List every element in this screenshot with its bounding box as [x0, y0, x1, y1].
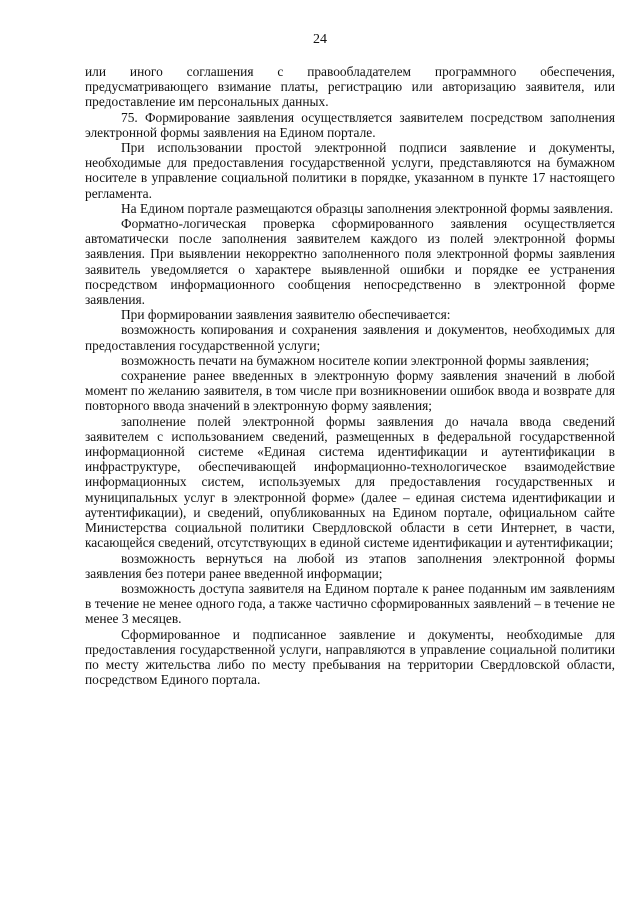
paragraph: Сформированное и подписанное заявление и документы, необходимые для предоставления государственной услуги, направляются в управление социальной политики по месту жительства либо по месту пребывания на территории Свердловской области, посредством Единого портала.: [85, 626, 615, 688]
list-item: возможность копирования и сохранения заявления и документов, необходимых для предоставления государственной услуги;: [85, 322, 615, 353]
paragraph: При использовании простой электронной подписи заявление и документы, необходимые для предоставления государственной услуги, представляются на бумажном носителе в управление социальной политики в порядке, указанном в пункте 17 настоящего регламента.: [85, 140, 615, 201]
list-item: заполнение полей электронной формы заявления до начала ввода сведений заявителем с использованием сведений, размещенных в федеральной государственной информационной системе «Единая система идентификации и аутентификации в инфраструктуре, обеспечивающей информационно-технологическое взаимодействие информационных систем, используемых для предоставления государственных и муниципальных услуг в электронной форме» (далее – единая система идентификации и аутентификации), и сведений, опубликованных на Едином портале, официальном сайте Министерства социальной политики Свердловской области в сети Интернет, в части, касающейся сведений, отсутствующих в единой системе идентификации и аутентификации;: [85, 413, 615, 551]
paragraph-item-75: 75. Формирование заявления осуществляется заявителем посредством заполнения электронной формы заявления на Едином портале.: [85, 109, 615, 140]
paragraph: На Едином портале размещаются образцы заполнения электронной формы заявления.: [121, 200, 614, 216]
paragraph-continuation: или иного соглашения с правообладателем программного обеспечения, предусматривающего взимание платы, регистрацию или авторизацию заявителя, или предоставление им персональных данных.: [85, 64, 615, 110]
paragraph: Форматно-логическая проверка сформированного заявления осуществляется автоматически после заполнения заявителем каждого из полей электронной формы заявления. При выявлении некорректно заполненного поля электронной формы заявления заявитель уведомляется о характере выявленной ошибки и порядке ее устранения посредством информационного сообщения непосредственно в электронной форме заявления.: [85, 216, 615, 308]
list-item: возможность вернуться на любой из этапов заполнения электронной формы заявления без потери ранее введенной информации;: [85, 550, 615, 581]
paragraph: При формировании заявления заявителю обеспечивается:: [121, 307, 451, 323]
list-item: возможность печати на бумажном носителе копии электронной формы заявления;: [121, 352, 590, 368]
list-item: возможность доступа заявителя на Едином портале к ранее поданным им заявлениям в течение не менее одного года, а также частично сформированных заявлений – в течение не менее 3 месяцев.: [85, 580, 615, 627]
list-item: сохранение ранее введенных в электронную форму заявления значений в любой момент по желанию заявителя, в том числе при возникновении ошибок ввода и возврате для повторного ввода значений в электронную форму заявления;: [85, 368, 615, 414]
document-body: [85, 64, 615, 687]
page-number: 24: [313, 32, 327, 47]
